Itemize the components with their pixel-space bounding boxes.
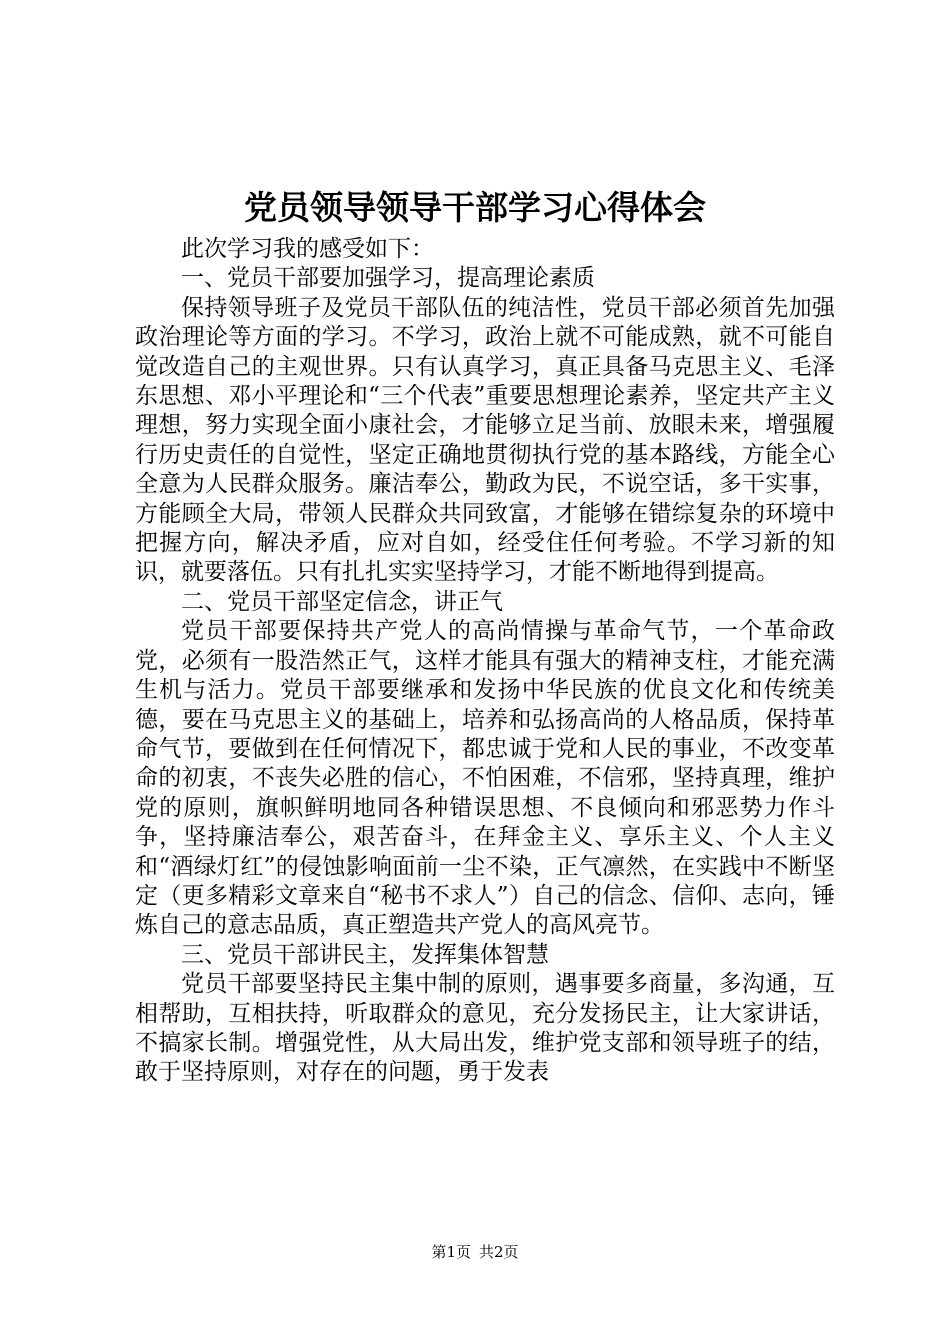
- document-title: 党员领导领导干部学习心得体会: [244, 188, 706, 227]
- section-heading-2: 二、党员干部坚定信念，讲正气: [181, 588, 503, 615]
- page-footer: [0, 1242, 950, 1262]
- document-body: [135, 235, 835, 1088]
- section-heading-1: 一、党员干部要加强学习，提高理论素质: [181, 265, 595, 292]
- section-heading-3: 三、党员干部讲民主，发挥集体智慧: [181, 941, 549, 968]
- intro-paragraph: 此次学习我的感受如下：: [181, 236, 434, 262]
- section-paragraph-2: 党员干部要保持共产党人的高尚情操与革命气节，一个革命政党，必须有一股浩然正气，这样才能具有强大的精神支柱，才能充满生机与活力。党员干部要继承和发扬中华民族的优良文化和传统美德，要在马克思主义的基础上，培养和弘扬高尚的人格品质，保持革命气节，要做到在任何情况下，都忠诚于党和人民的事业，不改变革命的初衷，不丧失必胜的信心，不怕困难，不信邪，坚持真理，维护党的原则，旗帜鲜明地同各种错误思想、不良倾向和邪恶势力作斗争，坚持廉洁奉公，艰苦奋斗，在拜金主义、享乐主义、个人主义和“酒绿灯红”的侵蚀影响面前一尘不染，正气凛然，在实践中不断坚定（更多精彩文章来自“秘书不求人”）自己的信念、信仰、志向，锤炼自己的意志品质，真正塑造共产党人的高风亮节。: [135, 618, 835, 939]
- page-number: 第1页: [431, 1243, 471, 1261]
- page-total: 共2页: [479, 1243, 519, 1261]
- section-paragraph-3: 党员干部要坚持民主集中制的原则，遇事要多商量，多沟通，互相帮助，互相扶持，听取群众的意见，充分发扬民主，让大家讲话，不搞家长制。增强党性，从大局出发，维护党支部和领导班子的结，敢于坚持原则，对存在的问题，勇于发表: [135, 971, 835, 1086]
- section-paragraph-1: 保持领导班子及党员干部队伍的纯洁性，党员干部必须首先加强政治理论等方面的学习。不学习，政治上就不可能成熟，就不可能自觉改造自己的主观世界。只有认真学习，真正具备马克思主义、毛泽东思想、邓小平理论和“三个代表”重要思想理论素养，坚定共产主义理想，努力实现全面小康社会，才能够立足当前、放眼未来，增强履行历史责任的自觉性，坚定正确地贯彻执行党的基本路线，方能全心全意为人民群众服务。廉洁奉公，勤政为民，不说空话，多干实事，方能顾全大局，带领人民群众共同致富，才能够在错综复杂的环境中把握方向，解决矛盾，应对自如，经受住任何考验。不学习新的知识，就要落伍。只有扎扎实实坚持学习，才能不断地得到提高。: [135, 294, 835, 586]
